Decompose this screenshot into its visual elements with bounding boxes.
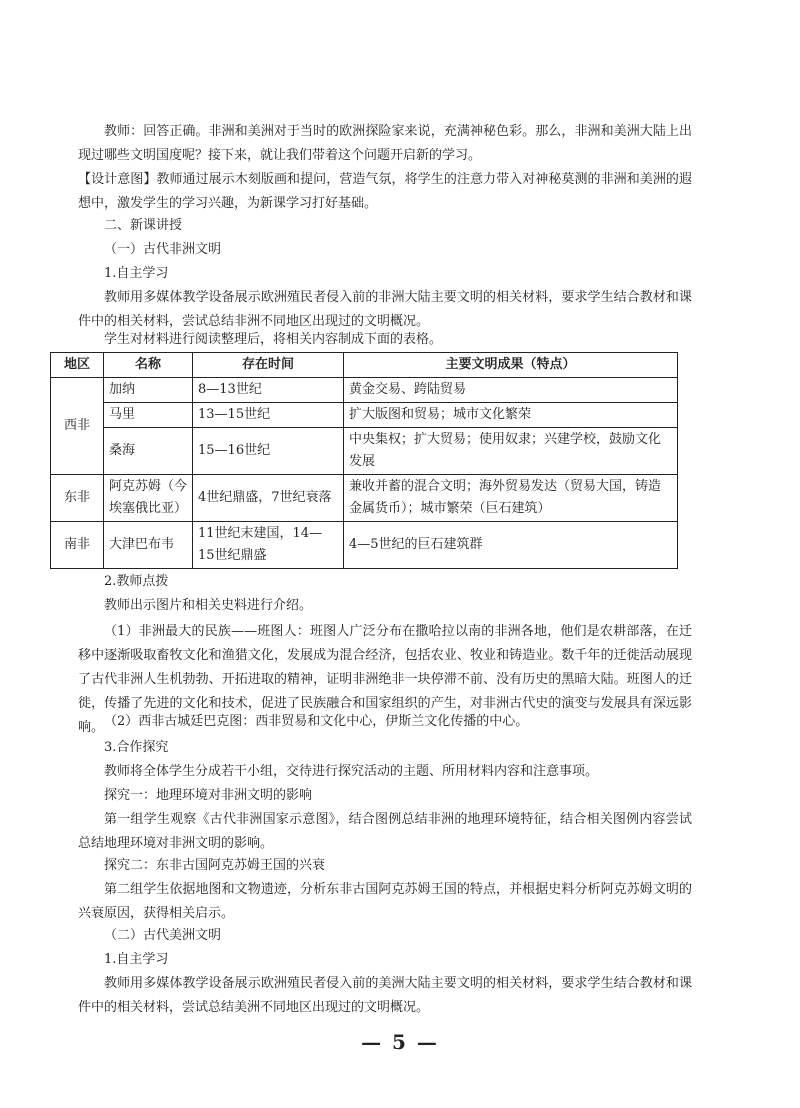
step-heading: 3.合作探究 <box>104 740 169 755</box>
page-number: — 5 — <box>361 1030 439 1054</box>
name-cell: 大津巴布韦 <box>104 522 193 569</box>
paragraph: 第二组学生依据地图和文物遗迹，分析东非古国阿克苏姆王国的特点，并根据史料分析阿克苏姆文明的兴衰原因，获得相关启示。 <box>78 882 692 921</box>
header-name: 名称 <box>104 353 193 378</box>
paragraph: 教师用多媒体教学设备展示欧洲殖民者侵入前的非洲大陆主要文明的相关材料，要求学生结合教材和课件中的相关材料，尝试总结非洲不同地区出现过的文明概况。 <box>78 290 692 329</box>
header-achievement: 主要文明成果（特点） <box>344 353 678 378</box>
name-cell: 阿克苏姆（今埃塞俄比亚） <box>104 475 193 522</box>
header-time: 存在时间 <box>193 353 344 378</box>
time-cell: 11世纪末建国，14—15世纪鼎盛 <box>193 522 344 569</box>
name-cell: 桑海 <box>104 428 193 475</box>
step-heading: 1.自主学习 <box>104 952 169 967</box>
step-heading: 1.自主学习 <box>104 266 169 281</box>
step-heading: 2.教师点拨 <box>104 574 169 589</box>
achievement-cell: 黄金交易、跨陆贸易 <box>344 378 678 403</box>
time-cell: 15—16世纪 <box>193 428 344 475</box>
header-region: 地区 <box>51 353 104 378</box>
name-cell: 马里 <box>104 403 193 428</box>
subsection-heading: （一）古代非洲文明 <box>104 242 222 257</box>
table-row <box>51 428 678 475</box>
inquiry-heading: 探究二：东非古国阿克苏姆王国的兴衰 <box>104 858 326 873</box>
time-cell: 8—13世纪 <box>193 378 344 403</box>
section-heading: 二、新课讲授 <box>104 218 183 233</box>
table-row <box>51 403 678 428</box>
paragraph: （1）非洲最大的民族——班图人：班图人广泛分布在撒哈拉以南的非洲各地，他们是农耕部落，在迁移中逐渐吸取畜牧文化和渔猎文化，发展成为混合经济，包括农业、牧业和铸造业。数千年的迁徙活动展现了古代非洲人生机勃勃、开拓进取的精神，证明非洲绝非一块停滞不前、没有历史的黑暗大陆。班图人的迁徙，传播了先进的文化和技术，促进了民族融合和国家组织的产生，对非洲古代史的演变与发展具有深远影响。 <box>78 624 692 735</box>
table-row <box>51 378 678 403</box>
paragraph: 第一组学生观察《古代非洲国家示意图》，结合图例总结非洲的地理环境特征，结合相关图例内容尝试总结地理环境对非洲文明的影响。 <box>78 812 692 851</box>
table-row <box>51 522 678 569</box>
achievement-cell: 4—5世纪的巨石建筑群 <box>344 522 678 569</box>
table-header-row <box>51 353 678 378</box>
paragraph: 教师：回答正确。非洲和美洲对于当时的欧洲探险家来说，充满神秘色彩。那么，非洲和美洲大陆上出现过哪些文明国度呢？接下来，就让我们带着这个问题开启新的学习。 <box>78 124 692 163</box>
name-cell: 加纳 <box>104 378 193 403</box>
africa-civilizations-table <box>50 352 678 569</box>
inquiry-heading: 探究一：地理环境对非洲文明的影响 <box>104 788 313 803</box>
paragraph: （2）西非古城廷巴克图：西非贸易和文化中心，伊斯兰文化传播的中心。 <box>104 714 529 729</box>
achievement-cell: 扩大版图和贸易；城市文化繁荣 <box>344 403 678 428</box>
achievement-cell: 中央集权；扩大贸易；使用奴隶；兴建学校，鼓励文化发展 <box>344 428 678 475</box>
subsection-heading: （二）古代美洲文明 <box>104 928 222 943</box>
region-cell: 南非 <box>51 522 104 569</box>
time-cell: 13—15世纪 <box>193 403 344 428</box>
paragraph: 学生对材料进行阅读整理后，将相关内容制成下面的表格。 <box>104 332 443 347</box>
paragraph: 教师出示图片和相关史料进行介绍。 <box>104 598 313 613</box>
region-cell: 西非 <box>51 378 104 475</box>
time-cell: 4世纪鼎盛，7世纪衰落 <box>193 475 344 522</box>
paragraph: 教师用多媒体教学设备展示欧洲殖民者侵入前的美洲大陆主要文明的相关材料，要求学生结合教材和课件中的相关材料，尝试总结美洲不同地区出现过的文明概况。 <box>78 976 692 1015</box>
region-cell: 东非 <box>51 475 104 522</box>
design-intent-paragraph: 【设计意图】教师通过展示木刻版画和提问，营造气氛，将学生的注意力带入对神秘莫测的非洲和美洲的遐想中，激发学生的学习兴趣，为新课学习打好基础。 <box>78 172 692 211</box>
table-row <box>51 475 678 522</box>
achievement-cell: 兼收并蓄的混合文明；海外贸易发达（贸易大国，铸造金属货币）；城市繁荣（巨石建筑） <box>344 475 678 522</box>
paragraph: 教师将全体学生分成若干小组，交待进行探究活动的主题、所用材料内容和注意事项。 <box>104 764 599 779</box>
